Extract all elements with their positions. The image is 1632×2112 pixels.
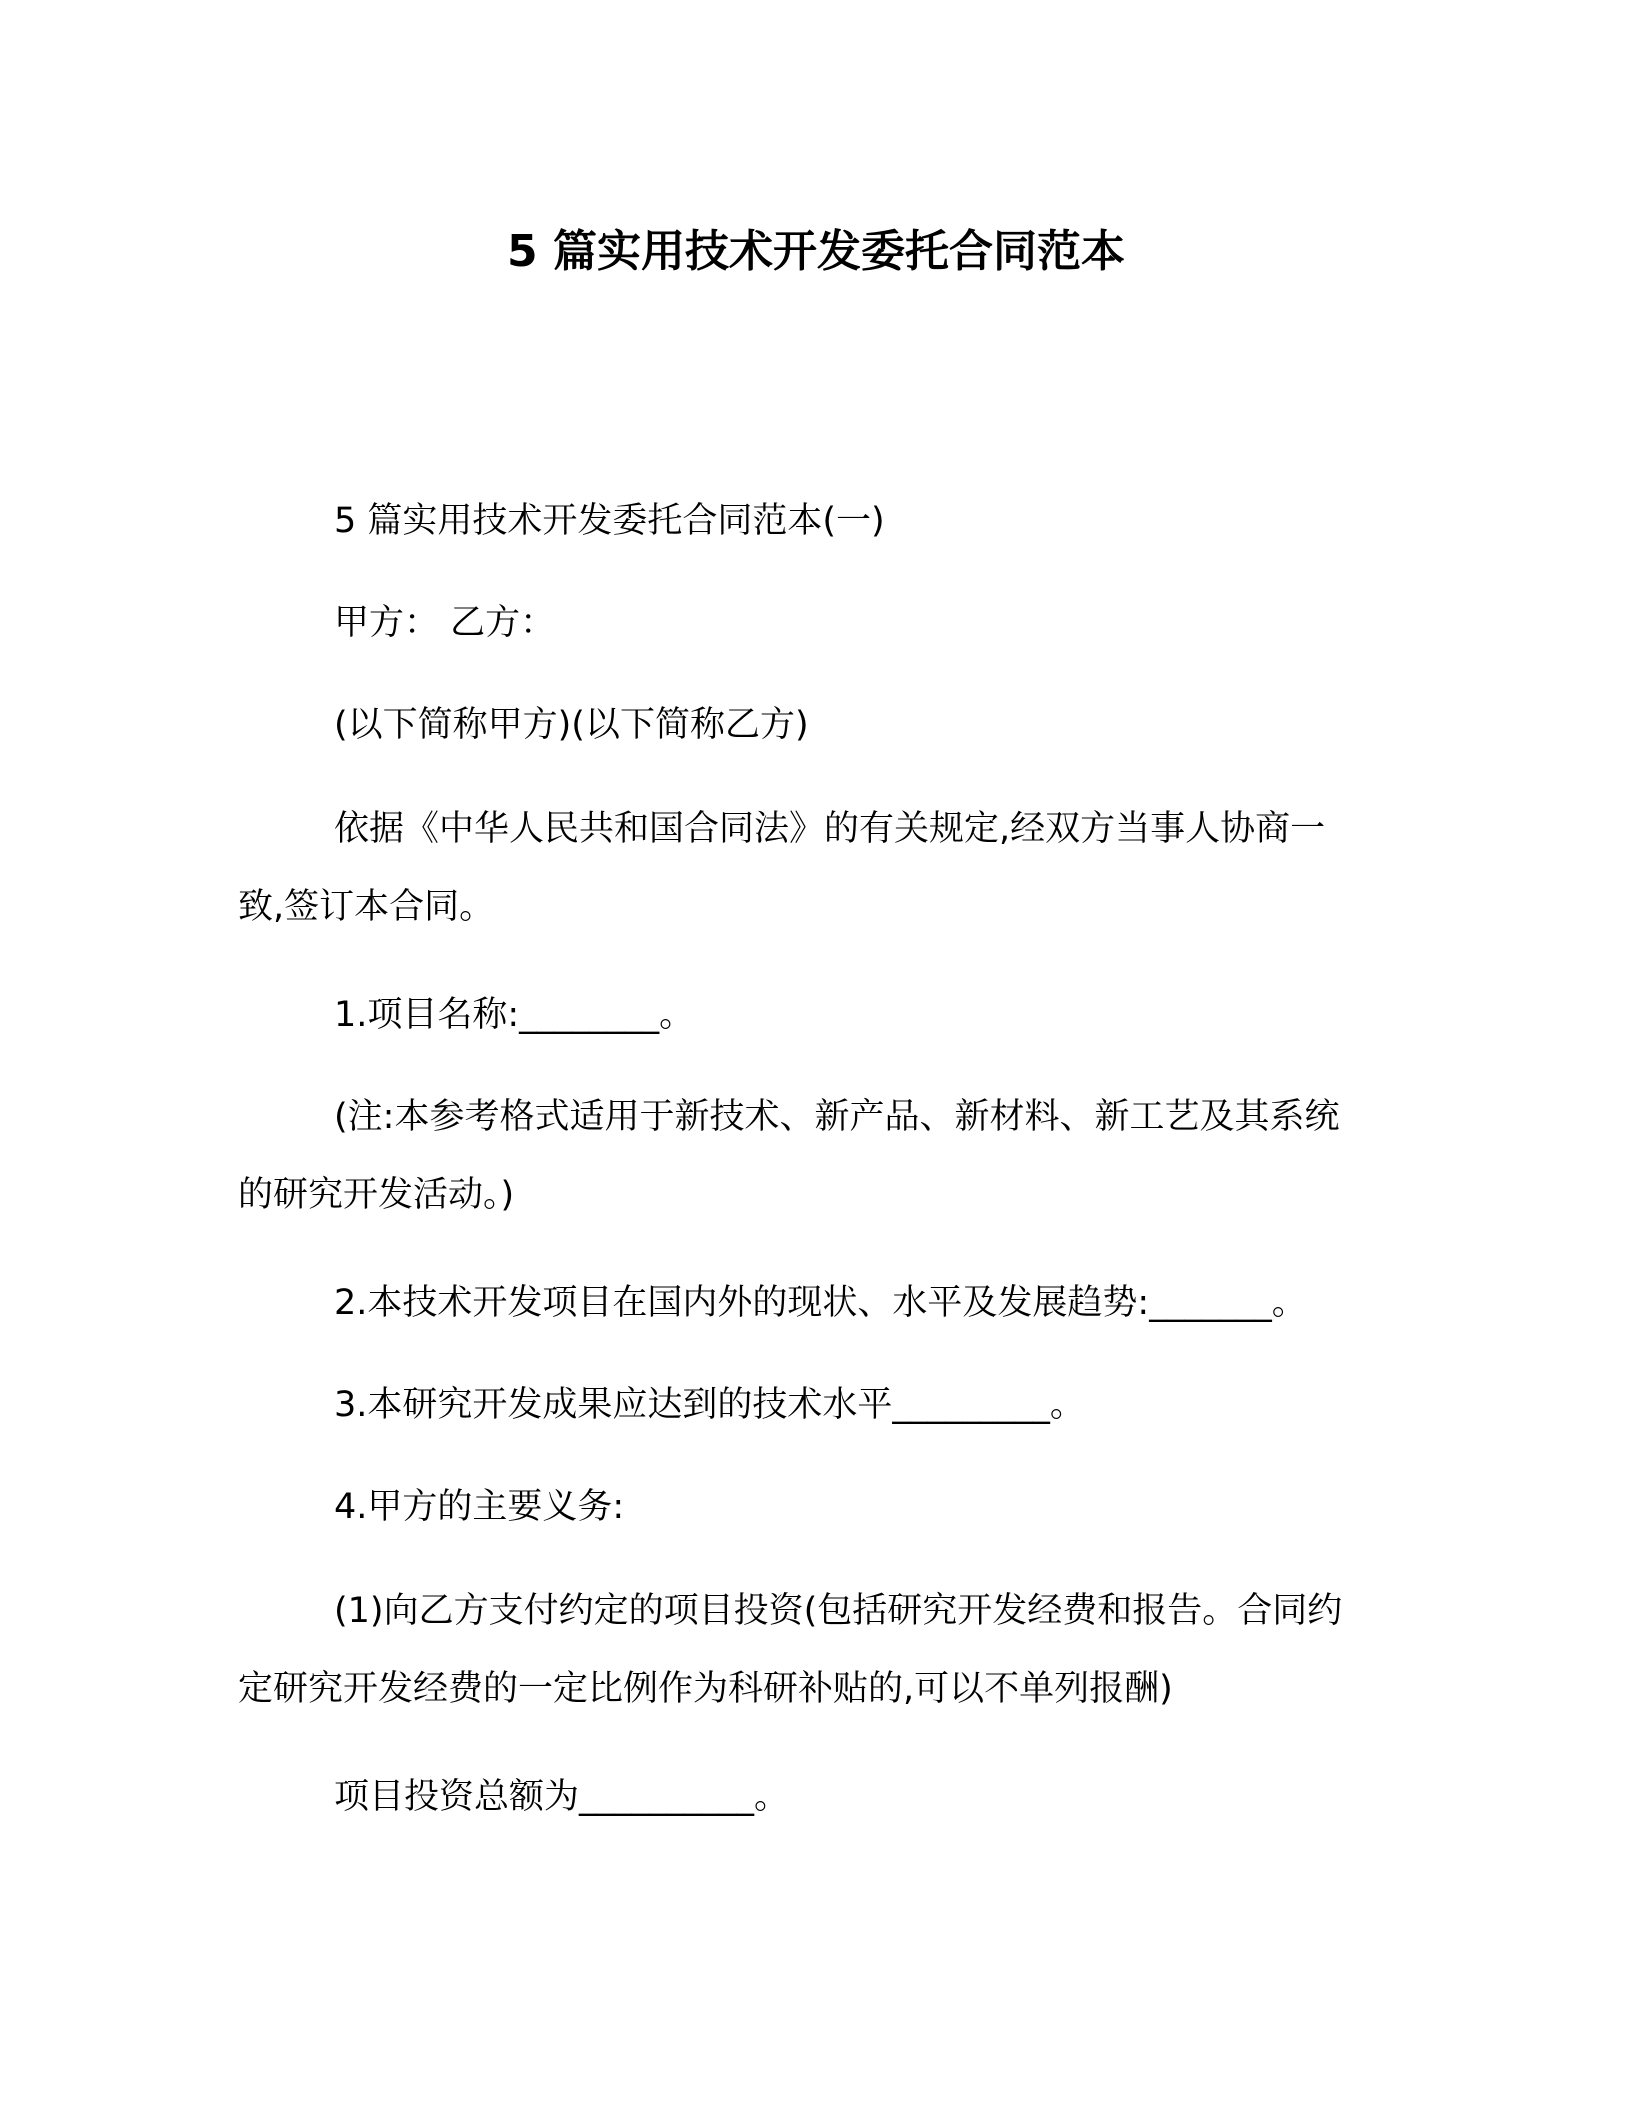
clause-technical-level: 3.本研究开发成果应达到的技术水平_________。 [334,1385,1085,1425]
note-paragraph: (注:本参考格式适用于新技术、新产品、新材料、新工艺及其系统的研究开发活动。) [238,1097,1340,1215]
investment-total: 项目投资总额为__________。 [334,1777,790,1817]
party-line: 甲方： 乙方： [334,603,556,643]
party-abbreviation: (以下简称甲方)(以下简称乙方) [334,705,809,745]
clause-project-name: 1.项目名称:________。 [334,995,695,1035]
preamble-paragraph: 依据《中华人民共和国合同法》的有关规定,经双方当事人协商一致,签订本合同。 [238,809,1326,927]
section-heading: 5 篇实用技术开发委托合同范本(一) [334,501,885,541]
clause-status: 2.本技术开发项目在国内外的现状、水平及发展趋势:_______。 [334,1283,1307,1323]
document-title: 5 篇实用技术开发委托合同范本 [507,226,1125,277]
obligation-item-1: (1)向乙方支付约定的项目投资(包括研究开发经费和报告。合同约定研究开发经费的一定比例作为科研补贴的,可以不单列报酬) [238,1591,1343,1709]
clause-party-a-obligations: 4.甲方的主要义务: [334,1487,625,1527]
